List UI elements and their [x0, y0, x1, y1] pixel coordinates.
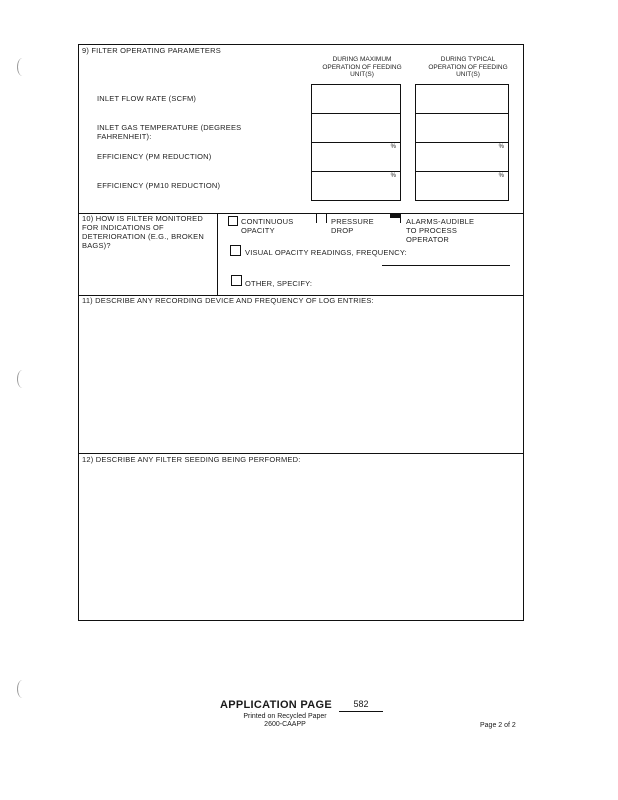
- filter-seeding-textarea[interactable]: [80, 466, 522, 618]
- percent-unit: %: [390, 144, 396, 150]
- row-label-efficiency-pm: EFFICIENCY (PM REDUCTION): [97, 152, 212, 161]
- alarms-audible-label: ALARMS-AUDIBLE TO PROCESS OPERATOR: [406, 217, 475, 244]
- recording-device-textarea[interactable]: [80, 307, 522, 452]
- efficiency-pm-typical-input[interactable]: [415, 142, 509, 172]
- section9-title: 9) FILTER OPERATING PARAMETERS: [82, 46, 221, 55]
- binder-hole-mark: [17, 680, 28, 698]
- binder-hole-mark: [17, 58, 28, 76]
- recycled-paper-note: Printed on Recycled Paper: [243, 713, 327, 720]
- row-label-efficiency-pm10: EFFICIENCY (PM10 REDUCTION): [97, 181, 221, 190]
- application-page-label: APPLICATION PAGE: [220, 699, 332, 711]
- inlet-flow-typical-input[interactable]: [415, 84, 509, 114]
- inlet-flow-max-input[interactable]: [311, 84, 401, 114]
- row-label-inlet-flow: INLET FLOW RATE (SCFM): [97, 94, 197, 103]
- continuous-opacity-label: CONTINUOUS OPACITY: [241, 217, 294, 235]
- other-checkbox[interactable]: [231, 275, 242, 286]
- column-header-maximum: DURING MAXIMUM OPERATION OF FEEDING UNIT(S): [322, 56, 402, 78]
- application-page-number: 582: [353, 699, 369, 709]
- section10-question: 10) HOW IS FILTER MONITORED FOR INDICATIONS OF DETERIORATION (E.G., BROKEN BAGS)?: [82, 214, 204, 250]
- visual-frequency-input[interactable]: [382, 265, 510, 266]
- row-label-inlet-temp: INLET GAS TEMPERATURE (DEGREES FAHRENHEIT):: [97, 123, 242, 141]
- percent-unit: %: [498, 173, 504, 179]
- efficiency-pm10-typical-input[interactable]: [415, 171, 509, 201]
- percent-unit: %: [390, 173, 396, 179]
- form-code: 2600-CAAPP: [264, 721, 306, 728]
- column-header-typical: DURING TYPICAL OPERATION OF FEEDING UNIT(S): [428, 56, 508, 78]
- inlet-temp-typical-input[interactable]: [415, 113, 509, 143]
- pressure-drop-checkbox[interactable]: [316, 214, 327, 224]
- visual-opacity-label: VISUAL OPACITY READINGS, FREQUENCY:: [245, 248, 407, 257]
- pressure-drop-label: PRESSURE DROP: [331, 217, 374, 235]
- alarms-audible-checkbox[interactable]: [390, 214, 401, 224]
- continuous-opacity-checkbox[interactable]: [228, 216, 238, 226]
- section12-title: 12) DESCRIBE ANY FILTER SEEDING BEING PERFORMED:: [82, 455, 301, 464]
- other-specify-label: OTHER, SPECIFY:: [245, 279, 313, 288]
- page-of-indicator: Page 2 of 2: [480, 722, 516, 729]
- efficiency-pm10-max-input[interactable]: [311, 171, 401, 201]
- inlet-temp-max-input[interactable]: [311, 113, 401, 143]
- binder-hole-mark: [17, 370, 28, 388]
- section11-title: 11) DESCRIBE ANY RECORDING DEVICE AND FREQUENCY OF LOG ENTRIES:: [82, 296, 374, 305]
- visual-opacity-checkbox[interactable]: [230, 245, 241, 256]
- percent-unit: %: [498, 144, 504, 150]
- efficiency-pm-max-input[interactable]: [311, 142, 401, 172]
